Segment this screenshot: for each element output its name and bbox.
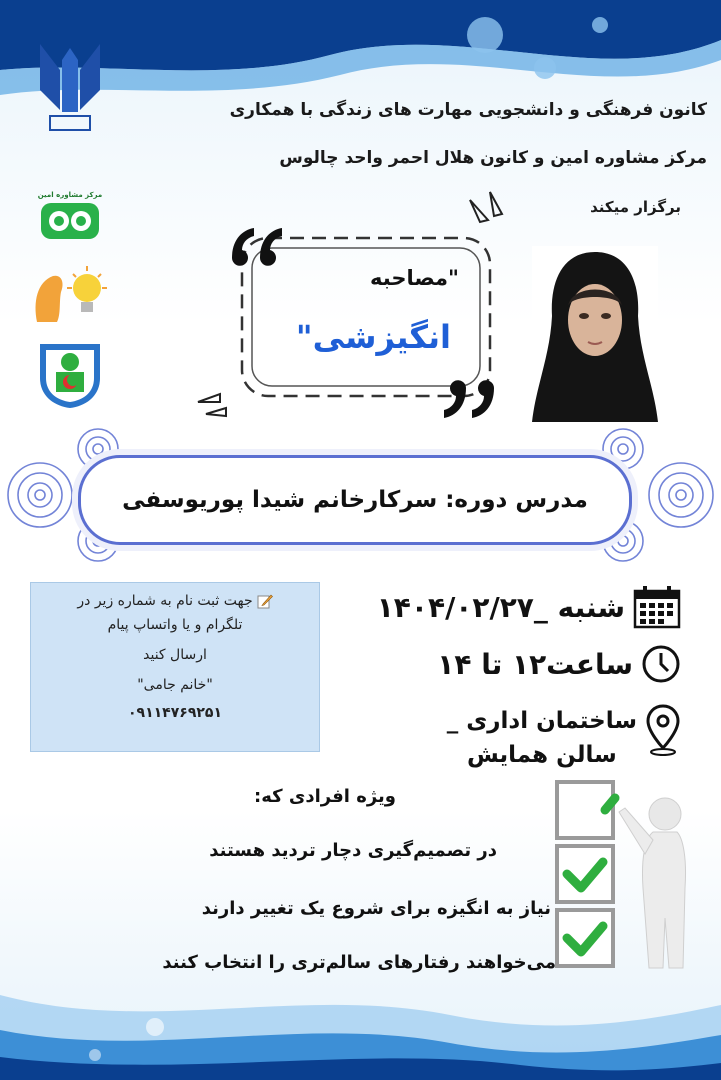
instructor-name: مدرس دوره: سرکارخانم شیدا پوریوسفی xyxy=(122,487,588,513)
location-pin-icon xyxy=(645,704,681,756)
event-location-line-1: ساختمان اداری _ xyxy=(446,708,637,734)
amin-logo-icon xyxy=(35,199,105,243)
calendar-icon xyxy=(633,585,681,629)
red-crescent-logo xyxy=(30,336,110,412)
open-quote-icon xyxy=(226,224,290,268)
event-time: ساعت۱۲ تا ۱۴ xyxy=(437,647,633,681)
event-title-line-1: "مصاحبه xyxy=(370,266,459,290)
checklist-figure-icon xyxy=(545,768,715,978)
event-location-line-2: سالن همایش xyxy=(466,742,617,768)
amin-logo-text: مرکز مشاوره امین xyxy=(37,191,103,199)
registration-line-2: تلگرام و یا واتساپ پیام xyxy=(107,617,243,633)
pencil-icon xyxy=(257,593,273,609)
bottom-wave-decoration xyxy=(0,975,721,1080)
header-line-3: برگزار میکند xyxy=(590,198,681,216)
header-line-2: مرکز مشاوره امین و کانون هلال احمر واحد چالوس xyxy=(279,148,707,168)
event-time-row xyxy=(437,644,681,684)
lightbulb-logo xyxy=(30,262,110,328)
event-title-line-2: انگیزشی" xyxy=(295,318,451,356)
registration-line-1: جهت ثبت نام به شماره زیر در xyxy=(77,593,253,609)
close-quote-icon xyxy=(436,378,500,422)
header-line-1: کانون فرهنگی و دانشجویی مهارت های زندگی با همکاری xyxy=(229,100,707,120)
university-logo-icon xyxy=(36,40,104,136)
event-location-row xyxy=(447,704,681,772)
registration-phone: ۰۹۱۱۴۷۶۹۲۵۱ xyxy=(128,705,222,721)
instructor-photo xyxy=(532,246,658,422)
event-date-row xyxy=(377,585,681,629)
event-date: شنبه _۱۴۰۴/۰۲/۲۷ xyxy=(376,590,625,624)
audience-item-3: می‌خواهند رفتارهای سالم‌تری را انتخاب کنند xyxy=(162,952,556,973)
registration-box xyxy=(30,582,320,752)
audience-heading: ویژه افرادی که: xyxy=(254,786,396,807)
clock-icon xyxy=(641,644,681,684)
instructor-banner xyxy=(78,455,632,545)
lightbulb-head-icon xyxy=(31,262,109,328)
red-crescent-icon xyxy=(34,338,106,410)
audience-item-1: در تصمیم‌گیری دچار تردید هستند xyxy=(209,840,497,861)
audience-item-2: نیاز به انگیزه برای شروع یک تغییر دارند xyxy=(201,898,551,919)
amin-center-logo xyxy=(30,188,110,250)
registration-line-3: ارسال کنید xyxy=(143,647,207,663)
registration-contact-name: "خانم جامی" xyxy=(137,677,213,693)
